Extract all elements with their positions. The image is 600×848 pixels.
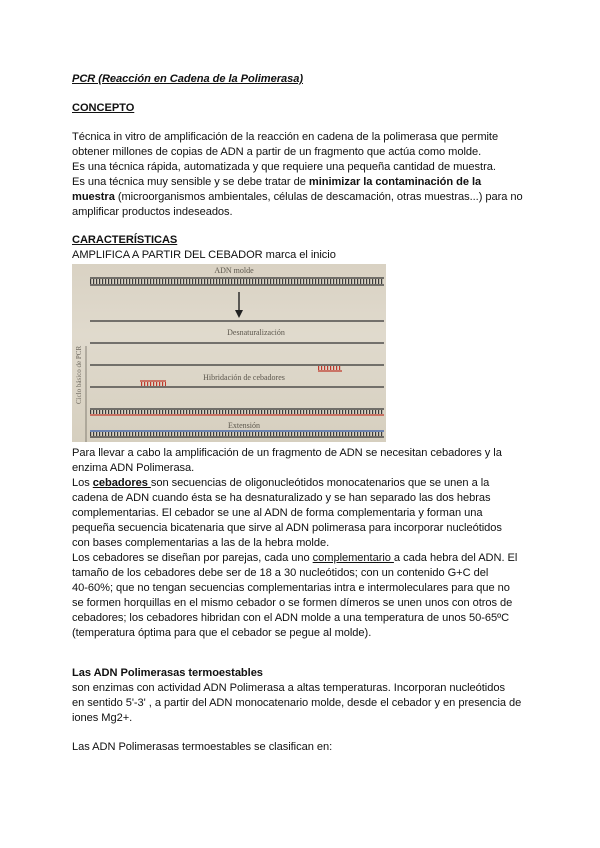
figure-label-desnaturalizacion: Desnaturalización [227,328,285,337]
polimerasas-line-4: Las ADN Polimerasas termoestables se clasifican en: [72,741,333,753]
cebadores-term: cebadores [92,477,151,489]
concepto-line-4-bold: minimizar la contaminación de la [308,176,482,188]
cebadores-line-13: (temperatura óptima para que el cebador se pegue al molde). [72,627,372,639]
polimerasas-line-1: son enzimas con actividad ADN Polimerasa a altas temperaturas. Incorporan nucleótidos [72,682,505,694]
cebadores-line-8-a: Los cebadores se diseñan por parejas, cada uno [72,552,313,564]
concepto-line-3: Es una técnica rápida, automatizada y que requiere una pequeña cantidad de muestra. [72,161,496,173]
cebadores-line-7: con bases complementarias a las de la hebra molde. [72,537,330,549]
polimerasas-line-2: en sentido 5'-3' , a partir del ADN monocatenario molde, desde el cebador y en presencia de [72,697,522,709]
cebadores-line-3-a: Los [72,477,93,489]
cebadores-line-3-c: son secuencias de oligonucleótidos monocatenarios que se unen a la [150,477,490,489]
polimerasas-heading: Las ADN Polimerasas termoestables [72,667,263,679]
complementario-term: complementario [312,552,394,564]
pcr-cycle-figure [72,264,386,442]
concepto-line-5 [72,190,523,205]
cebadores-line-12: cebadores; los cebadores hibridan con el ADN molde a una temperatura de unos 50-65ºC [72,612,510,624]
pcr-cycle-diagram [72,264,386,442]
concepto-line-5-text: (microorganismos ambientales, células de descamación, otras muestras...) para no [114,191,523,203]
cebadores-line-8 [72,551,517,566]
concepto-line-1: Técnica in vitro de amplificación de la reacción en cadena de la polimerasa que permite [72,131,499,143]
cebadores-line-4: cadena de ADN cuando ésta se ha desnaturalizado y se han separado las dos hebras [72,492,491,504]
cebadores-line-3 [72,476,489,491]
polimerasas-line-3: iones Mg2+. [72,712,133,724]
section-heading-concepto: CONCEPTO [72,102,135,114]
concepto-line-5-bold: muestra [72,191,115,203]
concepto-line-4 [72,175,481,190]
cebadores-line-6: pequeña secuencia bicatenaria que sirve al ADN polimerasa para incorporar nucleótidos [72,522,502,534]
cebadores-line-11: se formen horquillas en el mismo cebador o se formen dímeros se unen unos con otros de [72,597,513,609]
cebadores-line-2: enzima ADN Polimerasa. [72,462,195,474]
figure-label-hibridacion: Hibridación de cebadores [203,373,285,382]
dna-template-rungs [90,279,384,284]
figure-side-label: Ciclo básico de PCR [75,345,83,404]
cebadores-line-1: Para llevar a cabo la amplificación de un fragmento de ADN se necesitan cebadores y la [72,447,502,459]
cebadores-line-10: 40-60%; que no tengan secuencias complementarias intra e intermoleculares para que no [72,582,510,594]
concepto-line-6: amplificar productos indeseados. [72,206,233,218]
concepto-line-2: obtener millones de copias de ADN a partir de un fragmento que actúa como molde. [72,146,482,158]
figure-label-extension: Extensión [228,421,260,430]
cebadores-line-8-c: a cada hebra del ADN. El [393,552,518,564]
document-title: PCR (Reacción en Cadena de la Polimerasa) [72,73,304,85]
caracteristicas-subline: AMPLIFICA A PARTIR DEL CEBADOR marca el inicio [72,249,336,261]
figure-label-adn-molde: ADN molde [214,266,254,275]
section-heading-caracteristicas: CARACTERÍSTICAS [72,234,178,246]
cebadores-line-5: complementarias. El cebador se une al ADN de forma complementaria y forman una [72,507,483,519]
cebadores-line-9: tamaño de los cebadores debe ser de 18 a 30 nucleótidos; con un contenido G+C del [72,567,489,579]
concepto-line-4-text: Es una técnica muy sensible y se debe tratar de [72,176,309,188]
